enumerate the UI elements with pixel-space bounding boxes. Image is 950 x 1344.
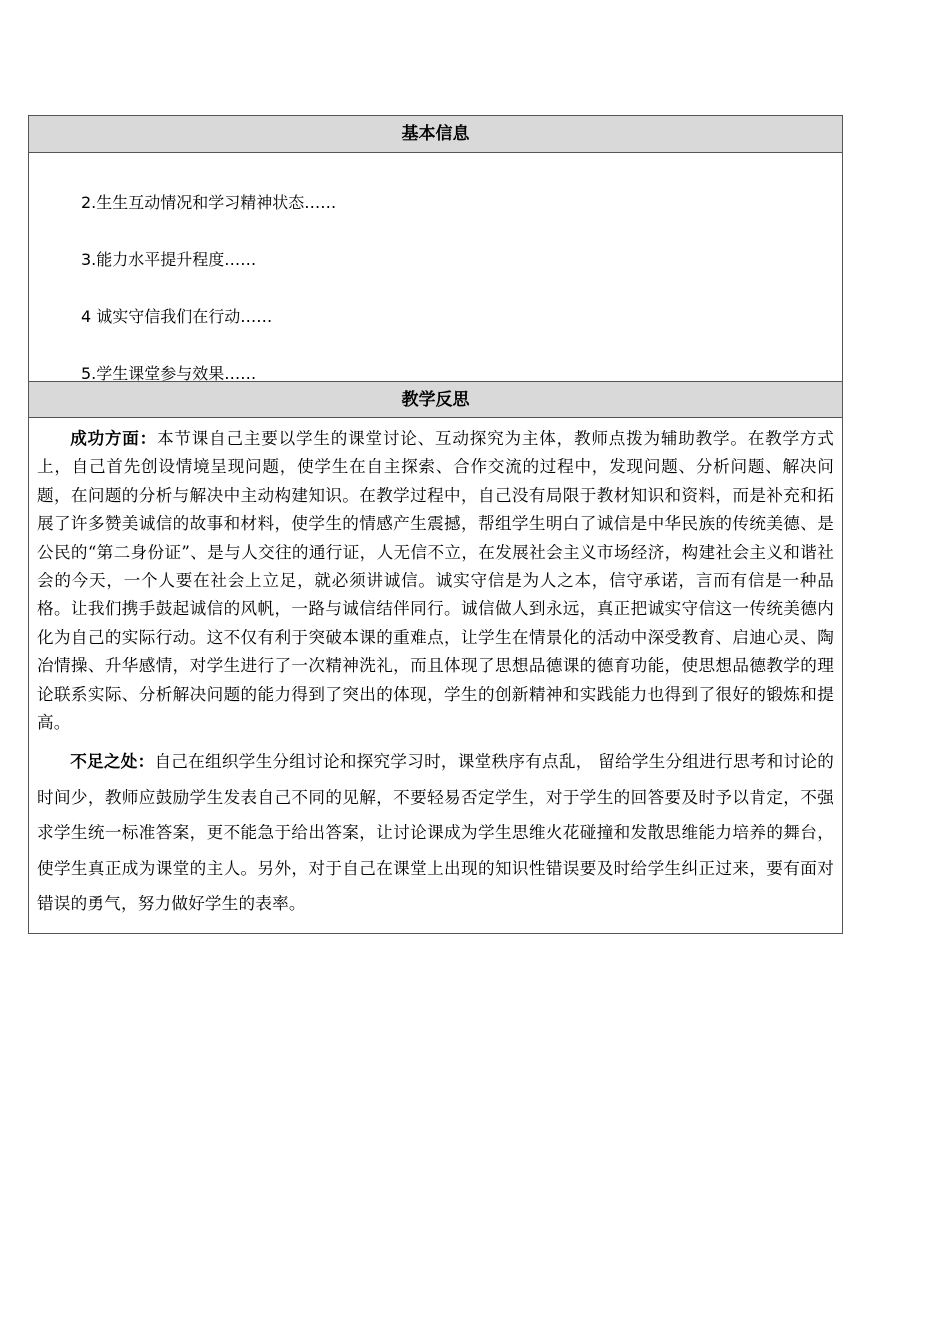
basic-info-item: 2.生生互动情况和学习精神状态……: [81, 193, 337, 212]
success-label: 成功方面：: [70, 429, 158, 448]
reflection-body: [29, 418, 842, 933]
shortcoming-text: 自己在组织学生分组讨论和探究学习时，课堂秩序有点乱， 留给学生分组进行思考和讨论的时间少，教师应鼓励学生发表自己不同的见解，不要轻易否定学生，对于学生的回答要及时予以肯定，不强求学生统一标准答案，更不能急于给出答案，让讨论课成为学生思维火花碰撞和发散思维能力培养的舞台，使学生真正成为课堂的主人。另外，对于自己在课堂上出现的知识性错误要及时给学生纠正过来，要有面对错误的勇气，努力做好学生的表率。: [37, 752, 834, 914]
basic-info-item: 5.学生课堂参与效果……: [81, 364, 257, 382]
success-text: 本节课自己主要以学生的课堂讨论、互动探究为主体，教师点拨为辅助教学。在教学方式上，自己首先创设情境呈现问题，使学生在自主探索、合作交流的过程中，发现问题、分析问题、解决问题，在问题的分析与解决中主动构建知识。在教学过程中，自己没有局限于教材知识和资料，而是补充和拓展了许多赞美诚信的故事和材料，使学生的情感产生震撼，帮组学生明白了诚信是中华民族的传统美德、是公民的“第二身份证”、是与人交往的通行证，人无信不立，在发展社会主义市场经济，构建社会主义和谐社会的今天，一个人要在社会上立足，就必须讲诚信。诚实守信是为人之本，信守承诺，言而有信是一种品格。让我们携手鼓起诚信的风帆，一路与诚信结伴同行。诚信做人到永远，真正把诚实守信这一传统美德内化为自己的实际行动。这不仅有利于突破本课的重难点，让学生在情景化的活动中深受教育、启迪心灵、陶冶情操、升华感情，对学生进行了一次精神洗礼，而且体现了思想品德课的德育功能，使思想品德教学的理论联系实际、分析解决问题的能力得到了突出的体现，学生的创新精神和实践能力也得到了很好的锻炼和提高。: [37, 429, 834, 733]
reflection-header: 教学反思: [29, 382, 842, 418]
basic-info-body: [29, 153, 842, 382]
basic-info-item: 3.能力水平提升程度……: [81, 250, 257, 269]
shortcoming-label: 不足之处：: [70, 752, 155, 772]
shortcoming-paragraph: [37, 744, 834, 922]
basic-info-item: 4 诚实守信我们在行动……: [81, 307, 273, 326]
lesson-plan-table: [28, 115, 843, 934]
basic-info-header: 基本信息: [29, 116, 842, 153]
success-paragraph: [37, 425, 834, 737]
